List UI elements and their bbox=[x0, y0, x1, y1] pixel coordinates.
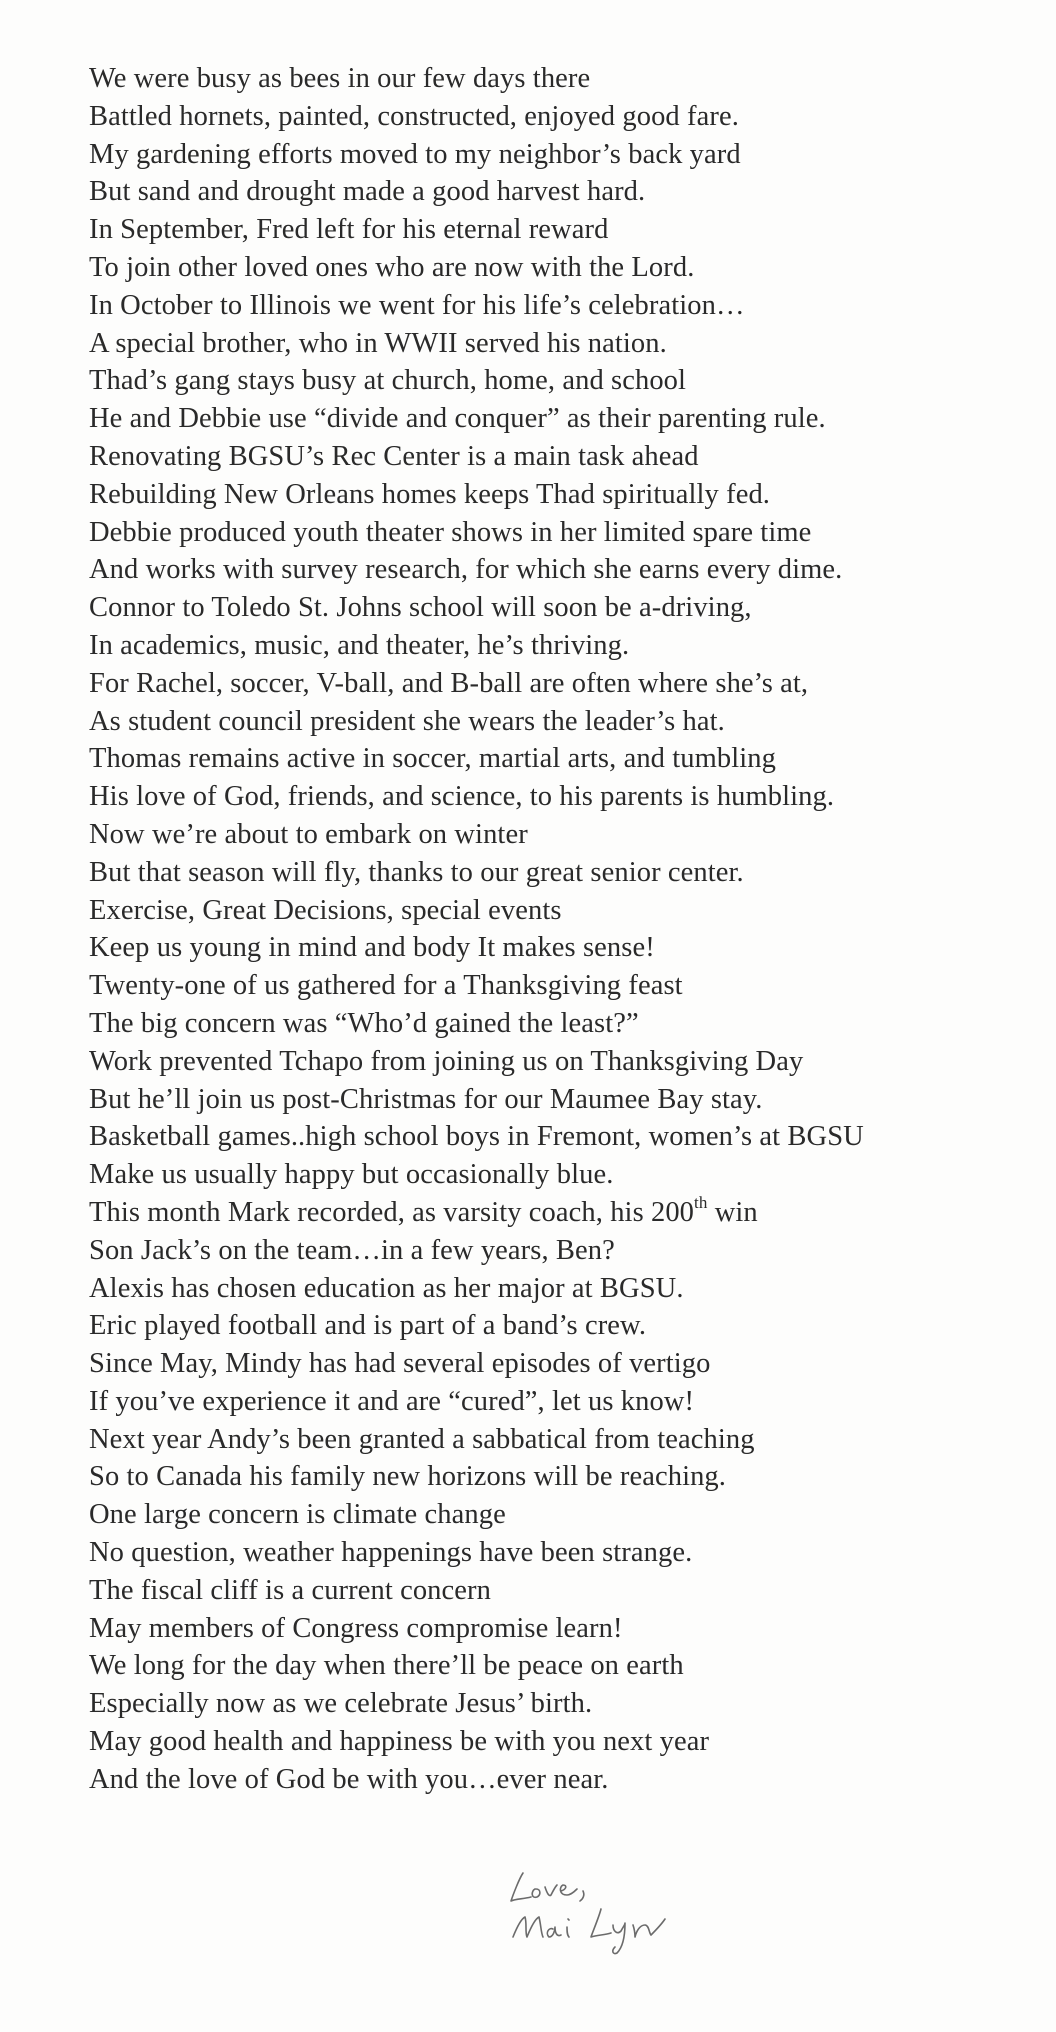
poem-line: Make us usually happy but occasionally blue. bbox=[89, 1159, 614, 1191]
poem-line: Connor to Toledo St. Johns school will soon be a-driving, bbox=[89, 592, 752, 624]
poem-line: Thomas remains active in soccer, martial arts, and tumbling bbox=[89, 743, 776, 775]
poem-line: He and Debbie use “divide and conquer” as their parenting rule. bbox=[89, 403, 826, 435]
poem-line: May good health and happiness be with you next year bbox=[89, 1726, 710, 1758]
poem-line: Alexis has chosen education as her major at BGSU. bbox=[89, 1272, 684, 1304]
poem-line: Since May, Mindy has had several episodes of vertigo bbox=[89, 1348, 711, 1380]
poem-line: And works with survey research, for which she earns every dime. bbox=[89, 554, 843, 586]
poem-line: Twenty-one of us gathered for a Thanksgiving feast bbox=[89, 970, 683, 1002]
signature-icon bbox=[505, 1855, 705, 1965]
poem-line: Battled hornets, painted, constructed, enjoyed good fare. bbox=[89, 100, 739, 132]
poem-line bbox=[89, 1194, 1029, 1232]
poem-line-text: This month Mark recorded, as varsity coach, his 200 bbox=[89, 1196, 695, 1228]
poem-line: But that season will fly, thanks to our great senior center. bbox=[89, 856, 744, 888]
poem-line: Now we’re about to embark on winter bbox=[89, 818, 528, 850]
poem-line: A special brother, who in WWII served his nation. bbox=[89, 327, 667, 359]
poem-line: But sand and drought made a good harvest hard. bbox=[89, 176, 646, 208]
poem-line-text: win bbox=[707, 1196, 758, 1228]
poem-line: We were busy as bees in our few days there bbox=[89, 63, 591, 94]
poem-line: Eric played football and is part of a band’s crew. bbox=[89, 1310, 647, 1342]
poem bbox=[89, 60, 1029, 1799]
poem-line: My gardening efforts moved to my neighbor’s back yard bbox=[89, 138, 741, 170]
poem-line: And the love of God be with you…ever near. bbox=[89, 1763, 609, 1795]
poem-line: Renovating BGSU’s Rec Center is a main task ahead bbox=[89, 440, 699, 472]
poem-line: To join other loved ones who are now with the Lord. bbox=[89, 251, 695, 283]
poem-line: As student council president she wears the leader’s hat. bbox=[89, 705, 725, 737]
poem-line: Rebuilding New Orleans homes keeps Thad spiritually fed. bbox=[89, 478, 771, 510]
poem-line: The fiscal cliff is a current concern bbox=[89, 1574, 491, 1606]
ordinal-superscript: th bbox=[694, 1193, 708, 1213]
poem-line: So to Canada his family new horizons will be reaching. bbox=[89, 1461, 727, 1493]
poem-line: May members of Congress compromise learn! bbox=[89, 1612, 623, 1644]
poem-line: Basketball games..high school boys in Fremont, women’s at BGSU bbox=[89, 1121, 864, 1153]
poem-line: Thad’s gang stays busy at church, home, and school bbox=[89, 365, 687, 397]
poem-line: In September, Fred left for his eternal reward bbox=[89, 214, 609, 246]
poem-line: Exercise, Great Decisions, special events bbox=[89, 894, 562, 926]
poem-line: One large concern is climate change bbox=[89, 1499, 506, 1531]
poem-line: No question, weather happenings have been strange. bbox=[89, 1537, 693, 1569]
poem-line: His love of God, friends, and science, to his parents is humbling. bbox=[89, 781, 835, 813]
poem-line: But he’ll join us post-Christmas for our Maumee Bay stay. bbox=[89, 1083, 763, 1115]
poem-line: We long for the day when there’ll be peace on earth bbox=[89, 1650, 684, 1682]
poem-line: Debbie produced youth theater shows in her limited spare time bbox=[89, 516, 812, 548]
handwritten-signature bbox=[505, 1855, 705, 1965]
poem-line: Next year Andy’s been granted a sabbatical from teaching bbox=[89, 1423, 755, 1455]
poem-line: Work prevented Tchapo from joining us on Thanksgiving Day bbox=[89, 1045, 804, 1077]
poem-line: In academics, music, and theater, he’s thriving. bbox=[89, 629, 630, 661]
poem-line: Son Jack’s on the team…in a few years, Ben? bbox=[89, 1234, 615, 1266]
poem-line: Keep us young in mind and body It makes sense! bbox=[89, 932, 655, 964]
poem-line: If you’ve experience it and are “cured”, let us know! bbox=[89, 1385, 695, 1417]
poem-line: In October to Illinois we went for his life’s celebration… bbox=[89, 289, 745, 321]
poem-line: Especially now as we celebrate Jesus’ birth. bbox=[89, 1688, 593, 1720]
poem-line: For Rachel, soccer, V-ball, and B-ball are often where she’s at, bbox=[89, 667, 809, 699]
poem-line: The big concern was “Who’d gained the least?” bbox=[89, 1007, 639, 1039]
